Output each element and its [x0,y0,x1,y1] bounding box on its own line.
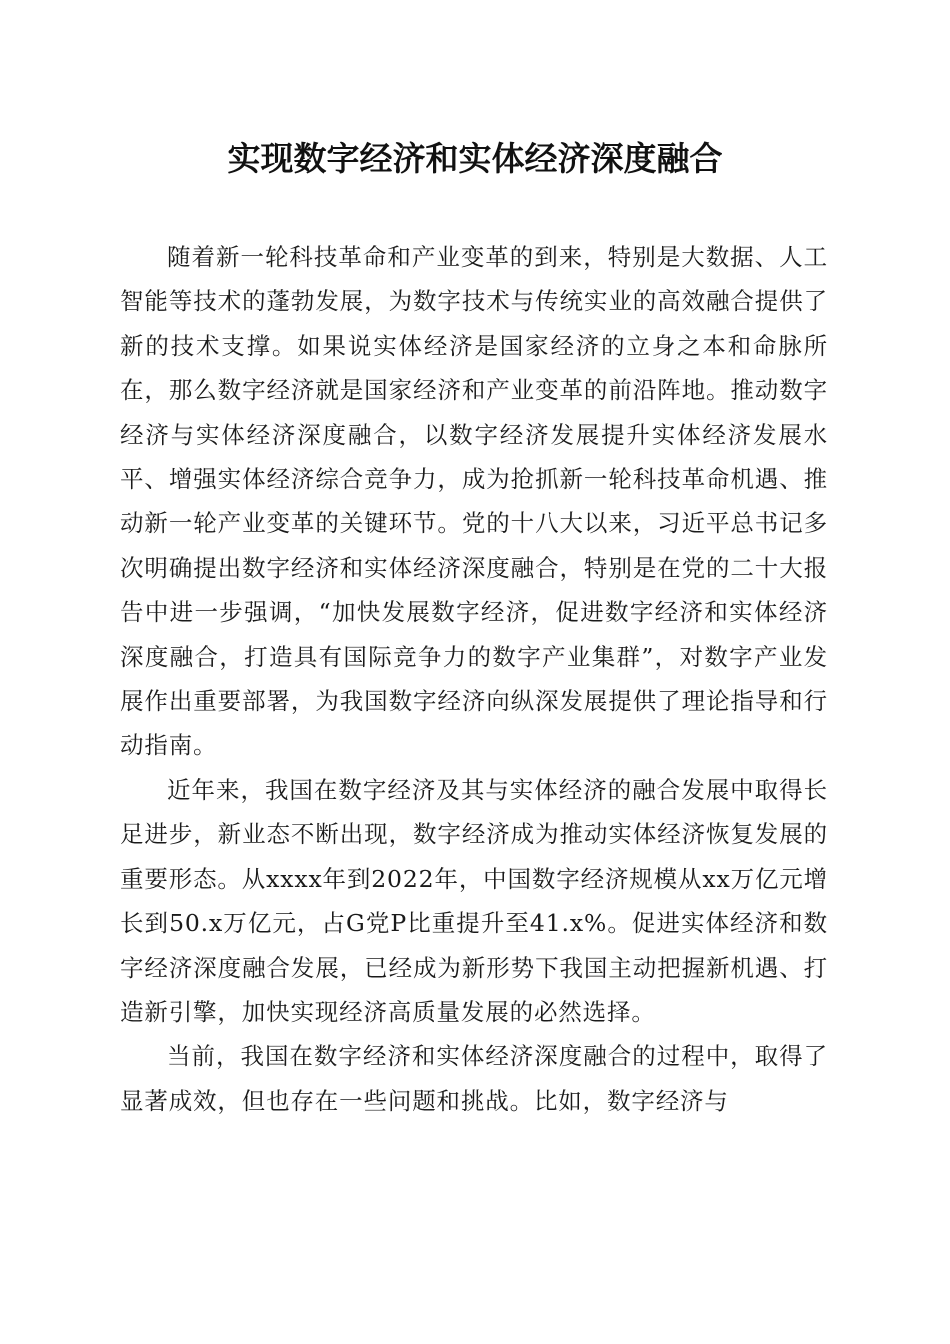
document-title: 实现数字经济和实体经济深度融合 [227,139,723,178]
paragraph-3: 当前，我国在数字经济和实体经济深度融合的过程中，取得了显著成效，但也存在一些问题和挑战。比如，数字经济与 [120,1042,828,1115]
paragraph-2: 近年来，我国在数字经济及其与实体经济的融合发展中取得长足进步，新业态不断出现，数字经济成为推动实体经济恢复发展的重要形态。从xxxx年到2022年，中国数字经济规模从xx万亿元增长到50.x万亿元，占G党P比重提升至41.x%。促进实体经济和数字经济深度融合发展，已经成为新形势下我国主动把握新机遇、打造新引擎，加快实现经济高质量发展的必然选择。 [120,775,828,1026]
document-body [120,235,828,1123]
paragraph-1: 随着新一轮科技革命和产业变革的到来，特别是大数据、人工智能等技术的蓬勃发展，为数字技术与传统实业的高效融合提供了新的技术支撑。如果说实体经济是国家经济的立身之本和命脉所在，那么数字经济就是国家经济和产业变革的前沿阵地。推动数字经济与实体经济深度融合，以数字经济发展提升实体经济发展水平、增强实体经济综合竞争力，成为抢抓新一轮科技革命机遇、推动新一轮产业变革的关键环节。党的十八大以来，习近平总书记多次明确提出数字经济和实体经济深度融合，特别是在党的二十大报告中进一步强调，“加快发展数字经济，促进数字经济和实体经济深度融合，打造具有国际竞争力的数字产业集群”，对数字产业发展作出重要部署，为我国数字经济向纵深发展提供了理论指导和行动指南。 [120,243,828,760]
